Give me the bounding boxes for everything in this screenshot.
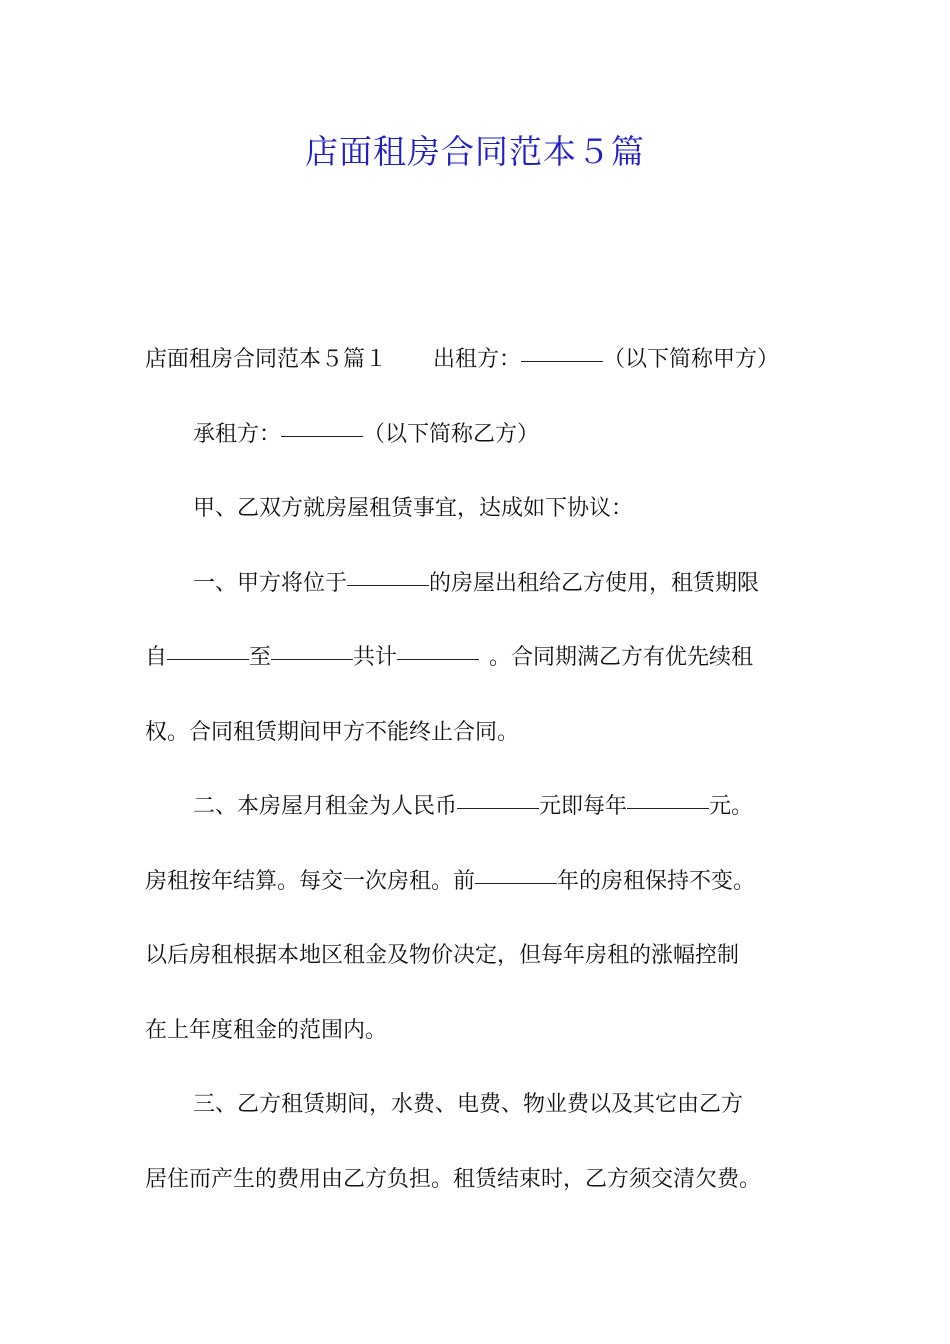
blank-line: [397, 659, 479, 660]
blank-line: [347, 585, 429, 586]
blank-line: [281, 436, 363, 437]
clause-text: 自: [145, 645, 168, 670]
clause-text: 元。: [709, 794, 754, 819]
blank-line: [167, 659, 249, 660]
section-heading: 店面租房合同范本５篇１: [145, 347, 388, 372]
lessee-alias: （以下简称乙方）: [363, 421, 540, 447]
paragraph-parties-lessor: [145, 338, 810, 413]
clause-two-line-4: [145, 1009, 810, 1084]
clause-text: 权。合同租赁期间甲方不能终止合同。: [145, 719, 520, 745]
blank-line: [271, 659, 353, 660]
clause-text: 共计: [353, 645, 398, 670]
clause-three-line-1: [145, 1083, 810, 1158]
blank-line: [521, 361, 603, 362]
document-title: 店面租房合同范本５篇: [305, 132, 645, 171]
blank-line: [627, 808, 709, 809]
lessor-label: 出租方：: [433, 347, 522, 372]
document-body: [145, 338, 810, 1232]
clause-one-line-2: [145, 636, 810, 711]
clause-text: 的房屋出租给乙方使用，租赁期限: [429, 570, 760, 596]
clause-text: 以后房租根据本地区租金及物价决定，但每年房租的涨幅控制: [145, 943, 740, 968]
clause-text: 居住而产生的费用由乙方负担。租赁结束时，乙方须交清欠费。: [145, 1166, 762, 1192]
clause-two-line-2: [145, 860, 810, 935]
lessee-label: 承租方：: [193, 421, 282, 447]
clause-text: 元即每年: [539, 794, 628, 819]
clause-text: 。合同期满乙方有优先续租: [489, 645, 754, 670]
clause-text: 三、乙方租赁期间，水费、电费、物业费以及其它由乙方: [193, 1092, 744, 1117]
clause-text: 至: [249, 645, 272, 670]
clause-two-line-1: [145, 785, 810, 860]
blank-line: [457, 808, 539, 809]
clause-one-line-1: [145, 562, 810, 637]
clause-text: 二、本房屋月租金为人民币: [193, 794, 458, 819]
clause-text: 在上年度租金的范围内。: [145, 1017, 388, 1043]
lessor-alias: （以下简称甲方）: [603, 347, 780, 372]
paragraph-parties-lessee: [145, 413, 810, 488]
paragraph-agreement-intro: [145, 487, 810, 562]
clause-text: 房租按年结算。每交一次房租。前: [145, 868, 476, 894]
blank-line: [475, 883, 557, 884]
agreement-intro-text: 甲、乙双方就房屋租赁事宜，达成如下协议：: [193, 496, 634, 521]
clause-text: 一、甲方将位于: [193, 570, 348, 596]
clause-two-line-3: [145, 934, 810, 1009]
clause-one-line-3: [145, 711, 810, 786]
clause-three-line-2: [145, 1158, 810, 1233]
clause-text: 年的房租保持不变。: [557, 868, 756, 894]
